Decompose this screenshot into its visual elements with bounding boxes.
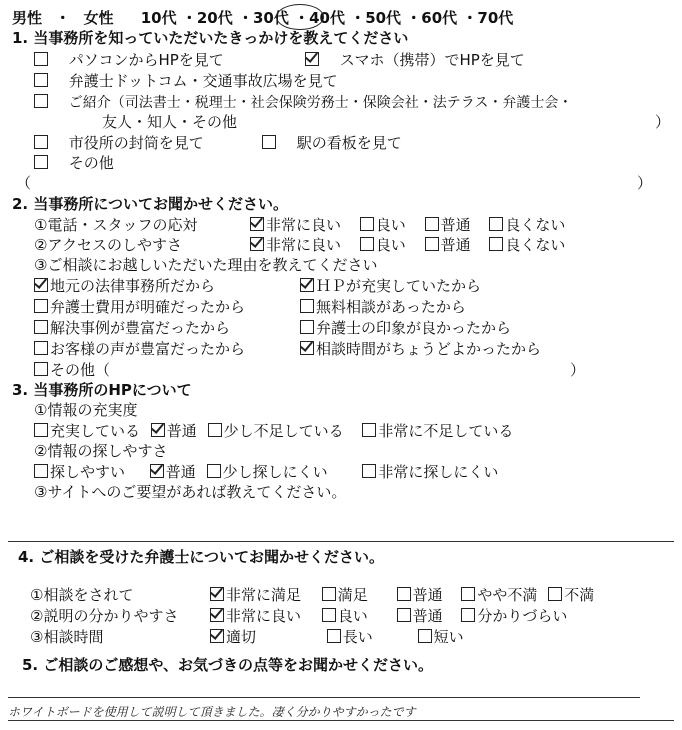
checkbox[interactable] (34, 299, 48, 313)
gender-row: 男性 ・ 女性 10代 ・20代 ・30代 ・40代 ・50代 ・60代 ・70代 (12, 9, 514, 27)
q1-other-close: ） (637, 174, 653, 192)
q5-answer: ホワイトボードを使用して説明して頂きました。凄く分かりやすかったです (8, 705, 416, 719)
reason-fee: 弁護士費用が明確だったから (34, 297, 245, 317)
reason-free: 無料相談があったから (300, 297, 466, 317)
checkbox[interactable] (362, 464, 376, 478)
q3-title: 3. 当事務所のHPについて (12, 381, 192, 399)
checkbox[interactable] (34, 341, 48, 355)
q1-row-station: 駅の看板を見て (262, 133, 402, 153)
checkbox[interactable] (34, 464, 48, 478)
q1-row-hp: パソコンからHPを見て (34, 50, 224, 70)
checkbox[interactable] (425, 237, 439, 251)
reason-impression: 弁護士の印象が良かったから (300, 318, 511, 338)
q2-r3-label: ③ご相談にお越しいただいた理由を教えてください (34, 256, 378, 274)
checkbox-checked[interactable] (151, 423, 165, 437)
checkbox[interactable] (300, 320, 314, 334)
checkbox-checked[interactable] (210, 629, 224, 643)
q4-r1-options: 非常に満足 満足 普通 やや不満 不満 (210, 585, 594, 605)
q1-intro-close: ） (655, 113, 671, 131)
checkbox-checked[interactable] (305, 52, 319, 66)
reason-hp: ＨＰが充実していたから (300, 276, 481, 296)
age-60: ・60代 (406, 9, 458, 27)
q4-r3-label: ③相談時間 (30, 628, 104, 646)
checkbox[interactable] (207, 464, 221, 478)
checkbox[interactable] (461, 587, 475, 601)
q5-title: 5. ご相談のご感想や、お気づきの点等をお聞かせください。 (22, 656, 434, 674)
checkbox[interactable] (262, 135, 276, 149)
checkbox[interactable] (34, 73, 48, 87)
checkbox-checked[interactable] (34, 278, 48, 292)
checkbox[interactable] (208, 423, 222, 437)
q4-r2-label: ②説明の分かりやすさ (30, 607, 179, 625)
q1-other-open: （ (16, 174, 32, 192)
checkbox-checked[interactable] (250, 237, 264, 251)
gender-male: 男性 (12, 9, 43, 27)
checkbox[interactable] (397, 587, 411, 601)
checkbox[interactable] (360, 237, 374, 251)
checkbox-checked[interactable] (300, 278, 314, 292)
checkbox-checked[interactable] (150, 464, 164, 478)
answer-underline (8, 720, 674, 721)
age-50: ・50代 (350, 9, 402, 27)
age-10: 10代 (140, 9, 177, 27)
q1-title: 1. 当事務所を知っていただいたきっかけを教えてください (12, 29, 409, 47)
checkbox[interactable] (360, 217, 374, 231)
checkbox[interactable] (34, 423, 48, 437)
q2-title: 2. 当事務所についてお聞かせください。 (12, 195, 289, 213)
q2-r2-options: 非常に良い 良い 普通 良くない (250, 235, 565, 255)
q1-row-other: その他 (34, 153, 114, 173)
q2-r2-label: ②アクセスのしやすさ (34, 236, 182, 254)
checkbox[interactable] (34, 52, 48, 66)
checkbox[interactable] (461, 608, 475, 622)
checkbox-checked[interactable] (210, 608, 224, 622)
age-70: ・70代 (462, 9, 514, 27)
age-20: ・20代 (181, 9, 233, 27)
q3-s3-label: ③サイトへのご要望があれば教えてください。 (34, 483, 347, 501)
checkbox[interactable] (34, 155, 48, 169)
checkbox[interactable] (34, 135, 48, 149)
checkbox[interactable] (489, 237, 503, 251)
q3-s1-label: ①情報の充実度 (34, 401, 138, 419)
checkbox[interactable] (327, 629, 341, 643)
reason-voice: お客様の声が豊富だったから (34, 339, 245, 359)
checkbox[interactable] (34, 94, 48, 108)
checkbox[interactable] (418, 629, 432, 643)
q2-r1-options: 非常に良い 良い 普通 良くない (250, 215, 565, 235)
q3-s2-label: ②情報の探しやすさ (34, 442, 168, 460)
checkbox-checked[interactable] (300, 341, 314, 355)
checkbox[interactable] (34, 362, 48, 376)
q2-r1-label: ①電話・スタッフの応対 (34, 216, 198, 234)
checkbox[interactable] (425, 217, 439, 231)
reason-cases: 解決事例が豊富だったから (34, 318, 230, 338)
reason-other: その他（ (34, 360, 110, 380)
q1-row-bengoshi: 弁護士ドットコム・交通事故広場を見て (34, 71, 338, 91)
checkbox[interactable] (548, 587, 562, 601)
checkbox[interactable] (362, 423, 376, 437)
q4-r1-label: ①相談をされて (30, 586, 134, 604)
checkbox[interactable] (322, 608, 336, 622)
q1-row-city: 市役所の封筒を見て (34, 133, 204, 153)
reason-time: 相談時間がちょうどよかったから (300, 339, 541, 359)
checkbox[interactable] (34, 320, 48, 334)
divider-line (8, 541, 674, 542)
checkbox[interactable] (397, 608, 411, 622)
q1-intro-line2: 友人・知人・その他 (102, 113, 238, 131)
age-40: ・40代 (294, 9, 345, 27)
answer-top-line (8, 697, 640, 698)
q3-s2-options: 探しやすい 普通 少し探しにくい 非常に探しにくい (34, 462, 498, 482)
q4-r2-options: 非常に良い 良い 普通 分かりづらい (210, 606, 567, 626)
q3-s1-options: 充実している 普通 少し不足している 非常に不足している (34, 421, 513, 441)
q1-row-phone: スマホ（携帯）でHPを見て (305, 50, 525, 70)
checkbox[interactable] (322, 587, 336, 601)
reason-other-close: ） (570, 361, 586, 379)
checkbox-checked[interactable] (250, 217, 264, 231)
q1-row-intro: ご紹介（司法書士・税理士・社会保険労務士・保険会社・法テラス・弁護士会・ (34, 92, 572, 113)
gender-female: 女性 (83, 9, 114, 27)
checkbox-checked[interactable] (210, 587, 224, 601)
q4-title: 4. ご相談を受けた弁護士についてお聞かせください。 (18, 548, 385, 566)
reason-local: 地元の法律事務所だから (34, 276, 215, 296)
age-30: ・30代 (237, 9, 289, 27)
q4-r3-options: 適切 長い 短い (210, 627, 464, 647)
age-30-circle-mark (276, 4, 324, 30)
checkbox[interactable] (300, 299, 314, 313)
checkbox[interactable] (489, 217, 503, 231)
